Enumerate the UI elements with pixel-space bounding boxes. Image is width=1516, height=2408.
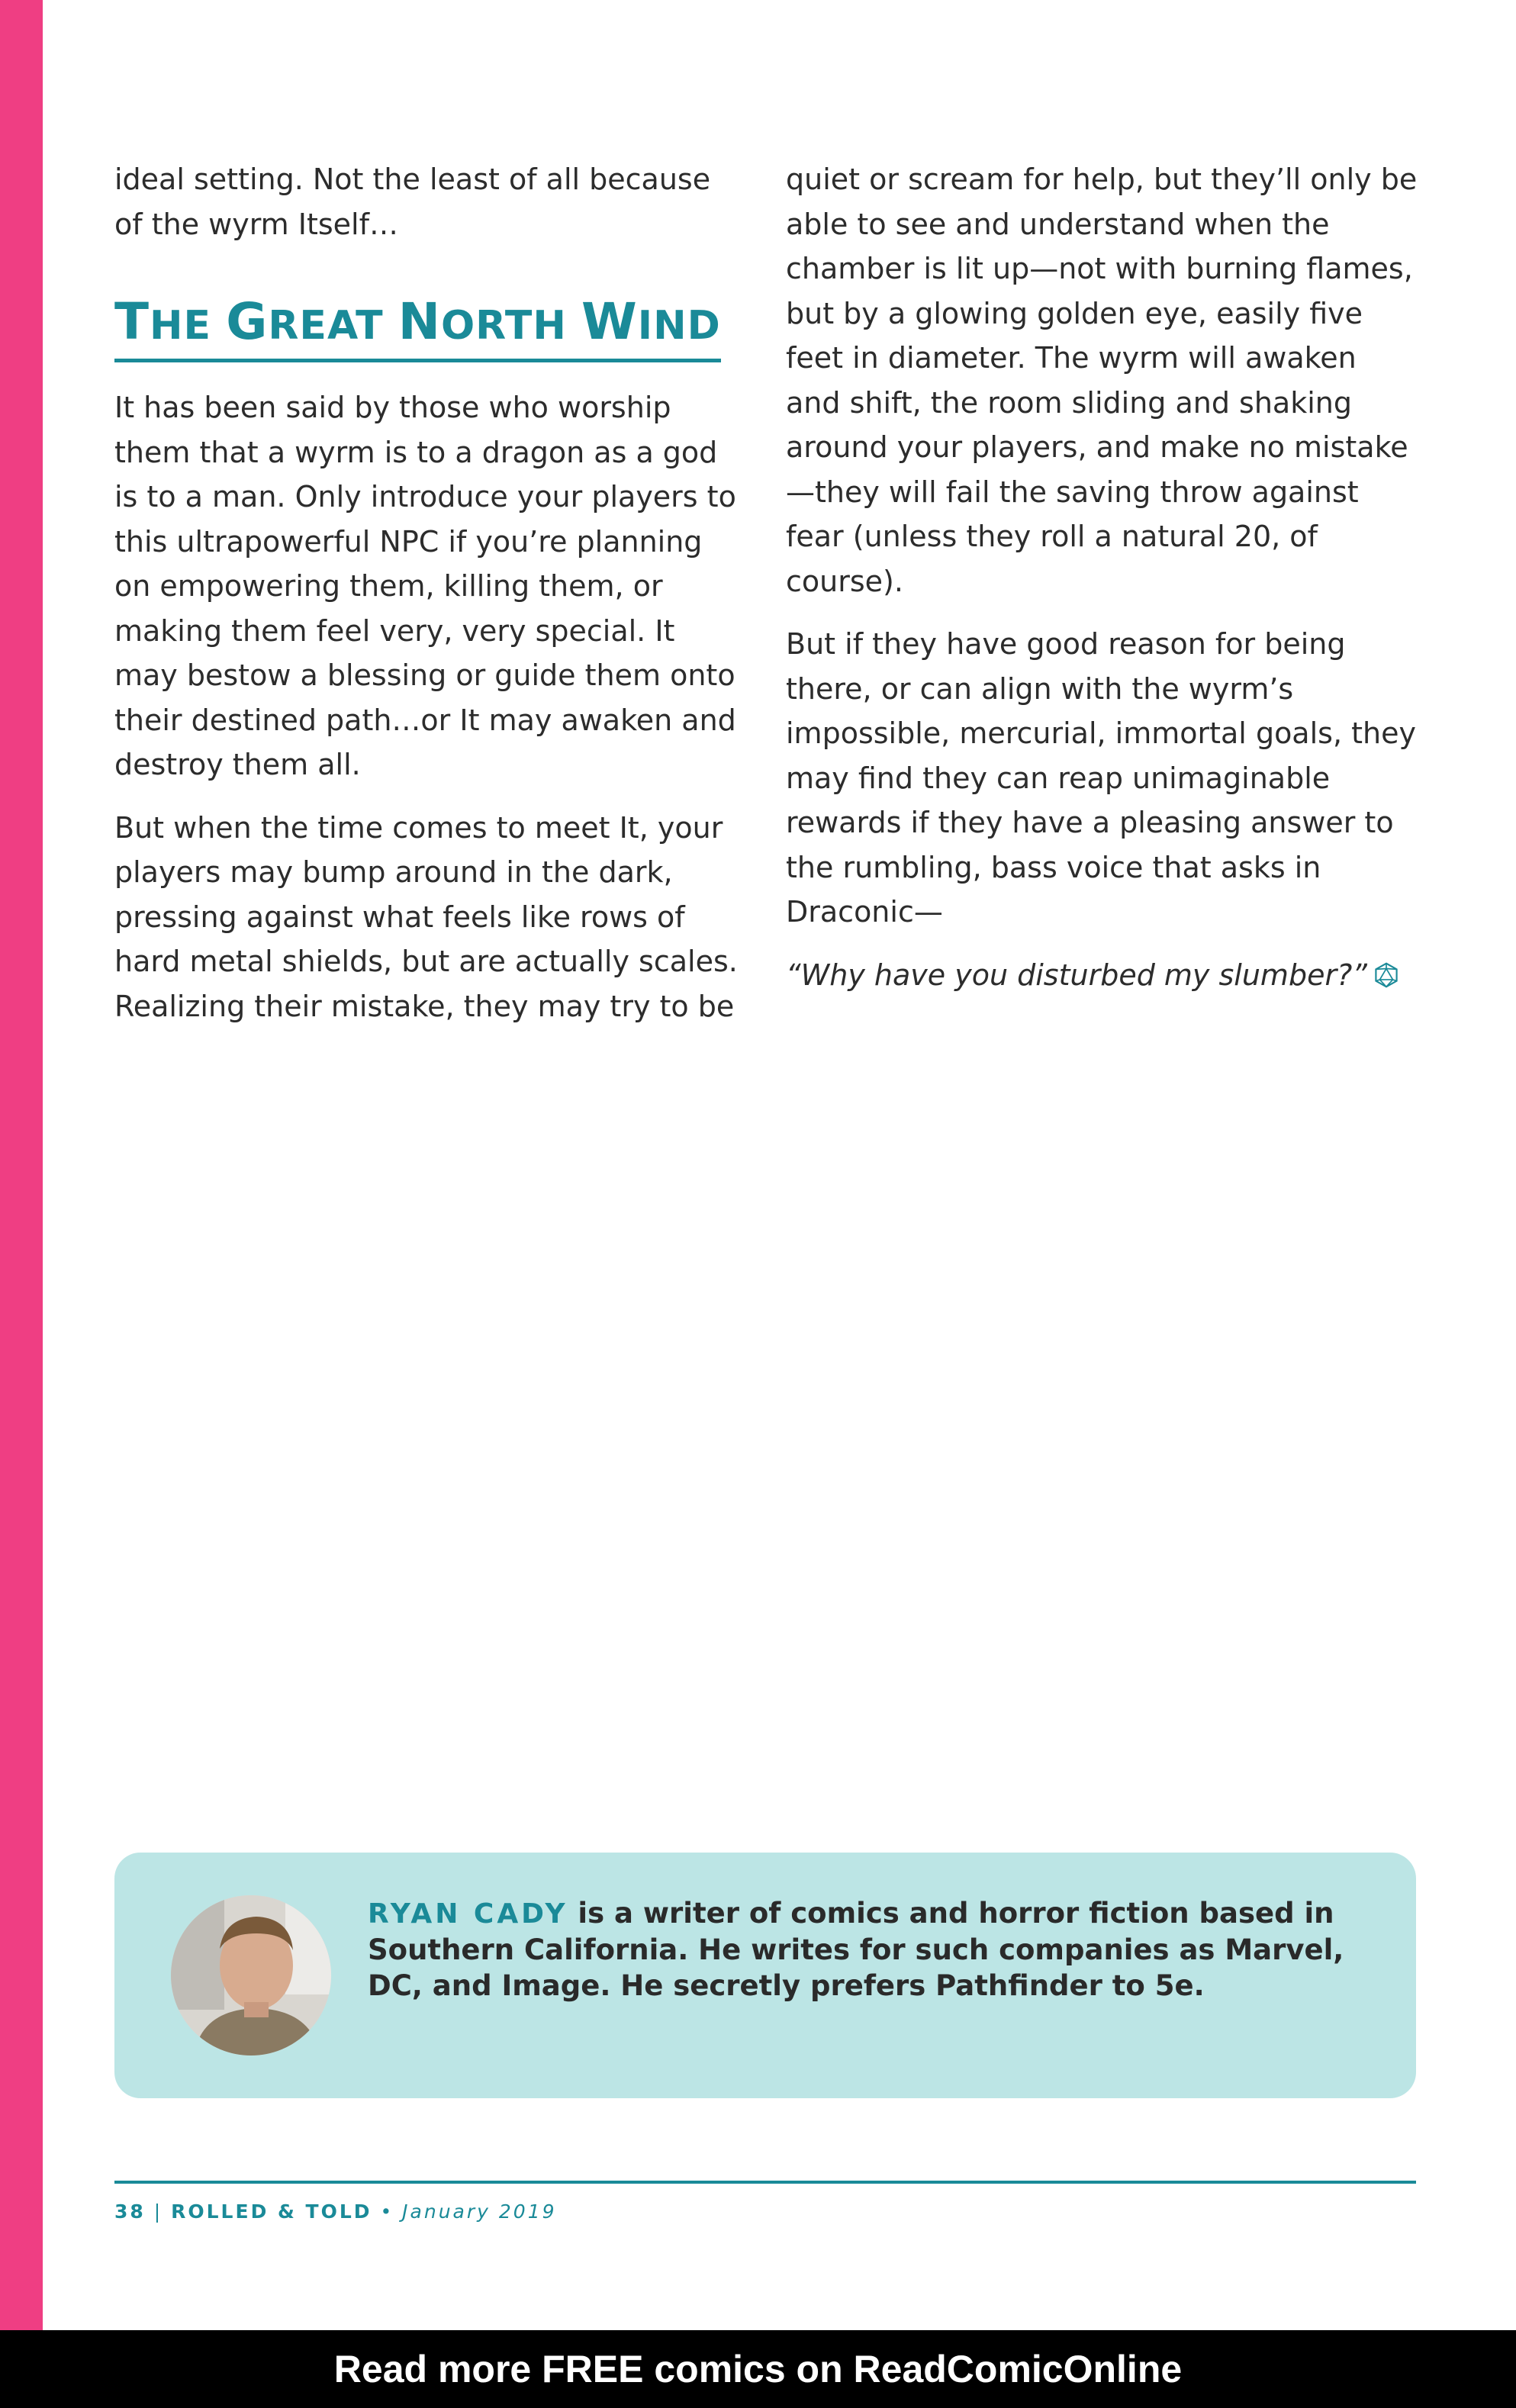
heading-cap-1: T: [114, 292, 150, 351]
issue-date: January 2019: [402, 2200, 557, 2223]
d20-dice-icon: [1373, 962, 1399, 988]
author-name: RYAN CADY: [368, 1898, 568, 1930]
heading-rest-2: REAT: [268, 303, 398, 349]
footer: [114, 2200, 557, 2223]
closing-quote: [786, 953, 1419, 998]
heading-cap-4: W: [581, 292, 638, 351]
section-heading: [114, 291, 721, 362]
left-para-1: ideal setting. Not the least of all because of the wyrm Itself…: [114, 163, 711, 241]
promo-banner[interactable]: [0, 2330, 1516, 2408]
right-para-1: quiet or scream for help, but they’ll only be able to see and understand when the chamber is lit up—not with burning flames, but by a glowing golden eye, easily five feet in diameter. The wyrm will awaken and shift, the room sliding and shaking around your players, and make no mistake—they will fail the saving throw against fear (unless they roll a natural 20, of course).: [786, 163, 1418, 598]
right-column: [786, 157, 1419, 1016]
footer-divider: [114, 2181, 1416, 2184]
footer-separator: |: [145, 2200, 172, 2223]
left-column: [114, 157, 740, 1047]
author-bio-text: [368, 1895, 1360, 2004]
author-photo-icon: [171, 1895, 331, 2055]
author-description: is a writer of comics and horror fiction based in Southern California. He writes for such companies as Marvel, DC, and Image. He secretly prefers Pathfinder to 5e.: [368, 1897, 1344, 2002]
closing-quote-text: “Why have you disturbed my slumber?”: [786, 958, 1367, 992]
heading-rest-1: HE: [150, 303, 227, 349]
author-avatar: [171, 1895, 331, 2055]
heading-cap-2: G: [226, 292, 269, 351]
heading-rest-4: IND: [637, 303, 721, 349]
author-bio-box: [114, 1853, 1416, 2098]
footer-bullet: •: [372, 2200, 403, 2223]
heading-cap-3: N: [398, 292, 441, 351]
page-number: 38: [114, 2200, 146, 2223]
heading-rest-3: ORTH: [440, 303, 581, 349]
right-para-2: But if they have good reason for being there, or can align with the wyrm’s impossible, mercurial, immortal goals, they may find they can reap unimaginable rewards if they have a pleasing answer to the rumbling, bass voice that asks in Draconic—: [786, 627, 1416, 929]
publication-name: ROLLED & TOLD: [171, 2200, 372, 2223]
left-para-3: But when the time comes to meet It, your players may bump around in the dark, pressing against what feels like rows of hard metal shields, but are actually scales. Realizing their mistake, they may try to be: [114, 810, 738, 1023]
left-para-2: It has been said by those who worship them that a wyrm is to a dragon as a god is to a man. Only introduce your players to this ultrapowerful NPC if you’re planning on empowering them, killing them, or making them feel very, very special. It may bestow a blessing or guide them onto their destined path…or It may awaken and destroy them all.: [114, 391, 736, 781]
promo-banner-text[interactable]: Read more FREE comics on ReadComicOnline: [333, 2348, 1183, 2390]
